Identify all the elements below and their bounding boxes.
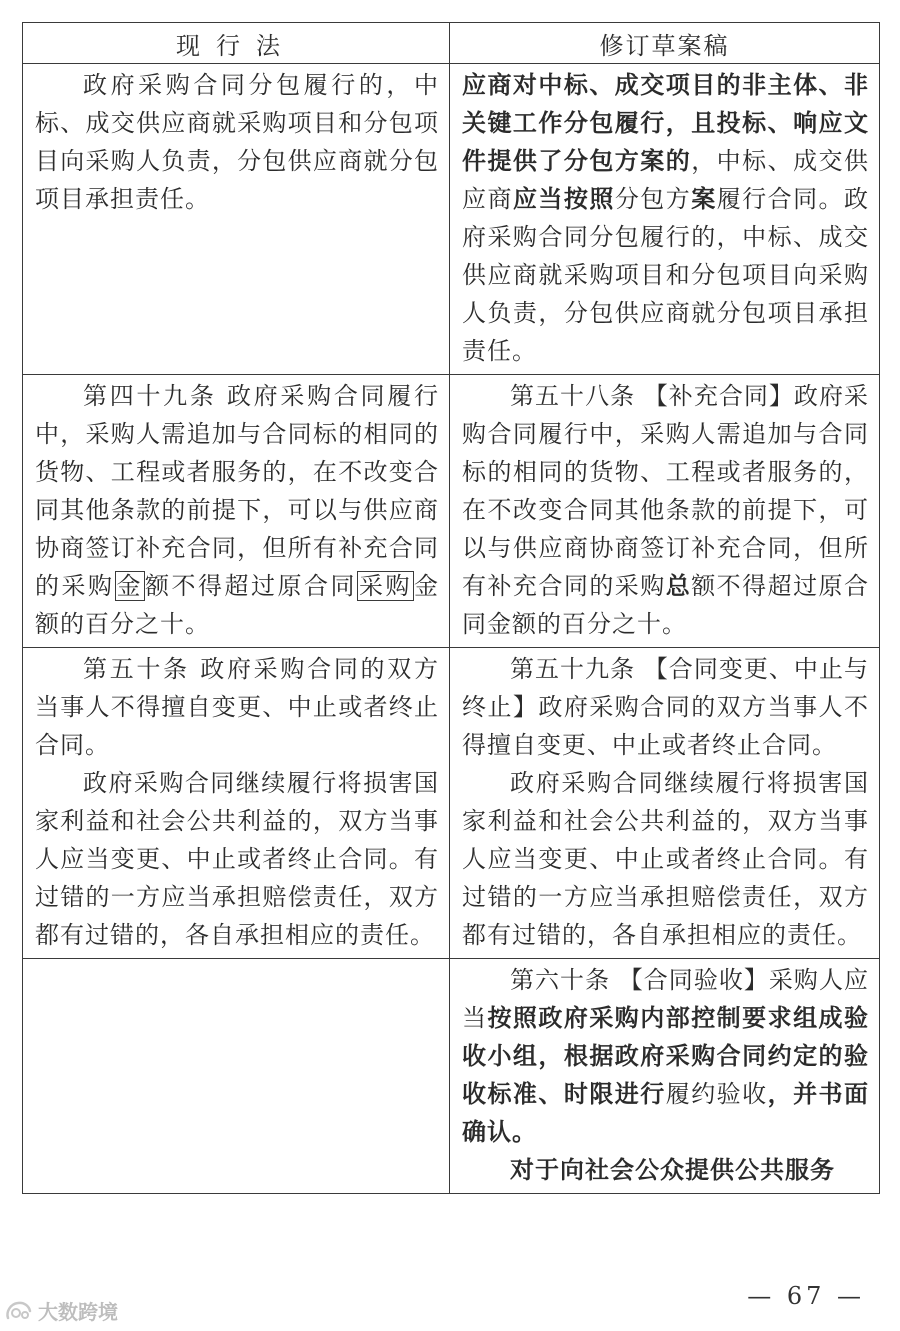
text-run: 第四十九条 政府采购合同履行中，采购人需追加与合同标的相同的货物、工程或者服务的，在不改变合同其他条款的前提下，可以与供应商协商签订补充合同，但所有补充合同的采购 xyxy=(35,382,439,600)
table-row xyxy=(23,648,880,959)
draft-cell xyxy=(450,64,880,375)
text-run: 第五十八条 【补充合同】政府采购合同履行中，采购人需追加与合同标的相同的货物、工程或者服务的，在不改变合同其他条款的前提下，可以与供应商协商签订补充合同，但所有补充合同的采购 xyxy=(462,382,869,600)
header-draft-revision: 修订草案稿 xyxy=(450,23,880,64)
article-paragraph xyxy=(35,66,439,218)
comparison-table xyxy=(22,22,880,1194)
article-paragraph xyxy=(35,377,439,643)
text-run: 总 xyxy=(665,572,692,600)
text-run: 应商对中标、成交项目的非主体、非关键工作分包履行，且投标、响应文件提供了分包方案的 xyxy=(462,71,869,175)
article-paragraph xyxy=(462,961,869,1151)
watermark xyxy=(4,1296,118,1325)
watermark-logo-icon xyxy=(4,1298,34,1324)
text-run: 第五十九条 【合同变更、中止与终止】政府采购合同的双方当事人不得擅自变更、中止或者终止合同。 xyxy=(462,655,869,759)
text-run: 按照政府采购内部控制要求组成验收小组，根据政府采购合同约定的验收标准、时限进行 xyxy=(462,1004,870,1108)
text-run: 分包方 xyxy=(614,185,692,213)
article-paragraph xyxy=(462,377,869,643)
article-paragraph xyxy=(35,650,439,764)
boxed-text-run: 采购 xyxy=(359,572,412,600)
header-current-law: 现行法 xyxy=(23,23,450,64)
draft-cell xyxy=(450,375,880,648)
watermark-text: 大数跨境 xyxy=(38,1300,118,1324)
text-run: 第五十条 政府采购合同的双方当事人不得擅自变更、中止或者终止合同。 xyxy=(35,655,439,759)
article-paragraph xyxy=(462,1151,869,1189)
boxed-text-run: 金 xyxy=(116,572,143,600)
text-run: 履约验收 xyxy=(665,1080,768,1108)
table-header-row xyxy=(23,23,880,64)
text-run: 履行合同。政府采购合同分包履行的，中标、成交供应商就采购项目和分包项目向采购人负责，分包供应商就分包项目承担责任。 xyxy=(462,185,870,365)
article-paragraph xyxy=(35,764,439,954)
text-run: 额不得超过原合同金额的百分之十。 xyxy=(462,572,870,638)
current-law-cell xyxy=(23,64,450,375)
text-run: 应当按照 xyxy=(512,185,615,213)
table-row xyxy=(23,375,880,648)
text-run: 对于向社会公众提供公共服务 xyxy=(510,1156,835,1184)
current-law-cell-empty xyxy=(23,959,450,1194)
article-paragraph xyxy=(462,66,869,370)
current-law-cell xyxy=(23,648,450,959)
text-run: 金额的百分之十。 xyxy=(35,572,439,638)
draft-cell xyxy=(450,648,880,959)
text-run: 第六十条 【合同验收】采购人应当 xyxy=(462,966,869,1032)
text-run: 案 xyxy=(691,185,717,213)
text-run: 额不得超过原合同 xyxy=(145,572,357,600)
current-law-cell xyxy=(23,375,450,648)
text-run: ，并书面确认。 xyxy=(462,1080,870,1146)
text-run: 政府采购合同继续履行将损害国家利益和社会公共利益的，双方当事人应当变更、中止或者终止合同。有过错的一方应当承担赔偿责任，双方都有过错的，各自承担相应的责任。 xyxy=(462,769,869,949)
table-row xyxy=(23,959,880,1194)
text-run: ，中标、成交供应商 xyxy=(462,147,870,213)
article-paragraph xyxy=(462,650,869,764)
article-paragraph xyxy=(462,764,869,954)
page-number: — 67 — xyxy=(747,1282,865,1310)
table-row xyxy=(23,64,880,375)
draft-cell xyxy=(450,959,880,1194)
text-run: 政府采购合同继续履行将损害国家利益和社会公共利益的，双方当事人应当变更、中止或者终止合同。有过错的一方应当承担赔偿责任，双方都有过错的，各自承担相应的责任。 xyxy=(35,769,439,949)
text-run: 政府采购合同分包履行的，中标、成交供应商就采购项目和分包项目向采购人负责，分包供应商就分包项目承担责任。 xyxy=(35,71,439,213)
